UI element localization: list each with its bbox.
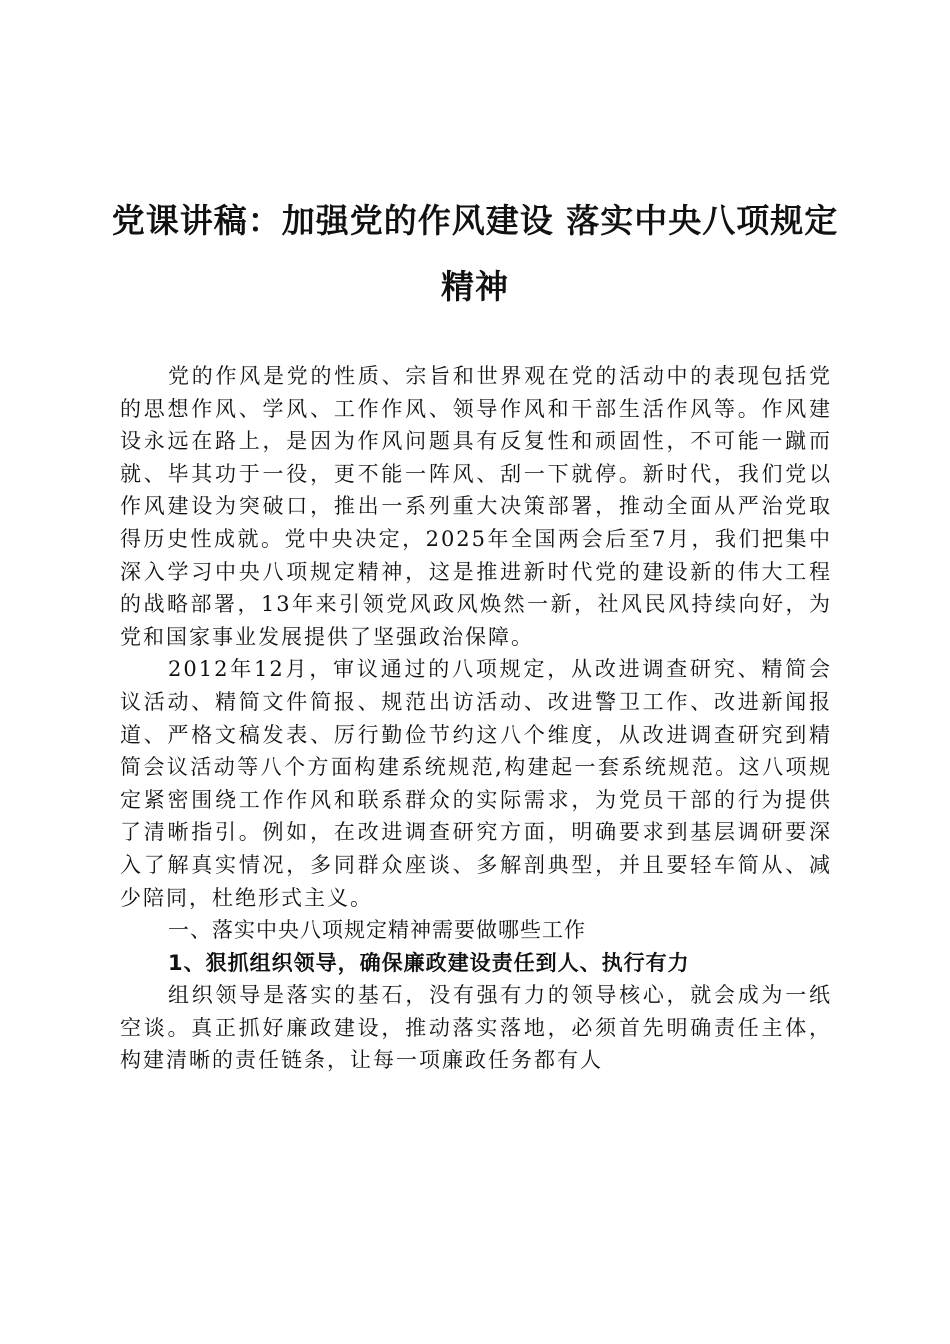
section-heading: 一、落实中央八项规定精神需要做哪些工作 bbox=[168, 918, 586, 943]
paragraph-intro: 党的作风是党的性质、宗旨和世界观在党的活动中的表现包括党的思想作风、学风、工作作风、领导作风和干部生活作风等。作风建设永远在路上，是因为作风问题具有反复性和顽固性，不可能一蹴而就、毕其功于一役，更不能一阵风、刮一下就停。新时代，我们党以作风建设为突破口，推出一系列重大决策部署，推动全面从严治党取得历史性成就。党中央决定，2025年全国两会后至7月，我们把集中深入学习中央八项规定精神，这是推进新时代党的建设新的伟大工程的战略部署，13年来引领党风政风焕然一新，社风民风持续向好，为党和国家事业发展提供了坚强政治保障。 bbox=[120, 364, 832, 649]
paragraph-organization: 组织领导是落实的基石，没有强有力的领导核心，就会成为一纸空谈。真正抓好廉政建设，推动落实落地，必须首先明确责任主体，构建清晰的责任链条，让每一项廉政任务都有人 bbox=[120, 983, 832, 1073]
paragraph-eight-rules: 2012年12月，审议通过的八项规定，从改进调查研究、精简会议活动、精简文件简报、规范出访活动、改进警卫工作、改进新闻报道、严格文稿发表、厉行勤俭节约这八个维度，从改进调查研究到精简会议活动等八个方面构建系统规范,构建起一套系统规范。这八项规定紧密围绕工作作风和联系群众的实际需求，为党员干部的行为提供了清晰指引。例如，在改进调查研究方面，明确要求到基层调研要深入了解真实情况，多同群众座谈、多解剖典型，并且要轻车简从、减少陪同，杜绝形式主义。 bbox=[120, 657, 832, 910]
document-title: 党课讲稿：加强党的作风建设 落实中央八项规定精神 bbox=[111, 201, 839, 306]
document-body bbox=[120, 360, 832, 1077]
subsection-heading: 1、狠抓组织领导，确保廉政建设责任到人、执行有力 bbox=[168, 950, 690, 975]
